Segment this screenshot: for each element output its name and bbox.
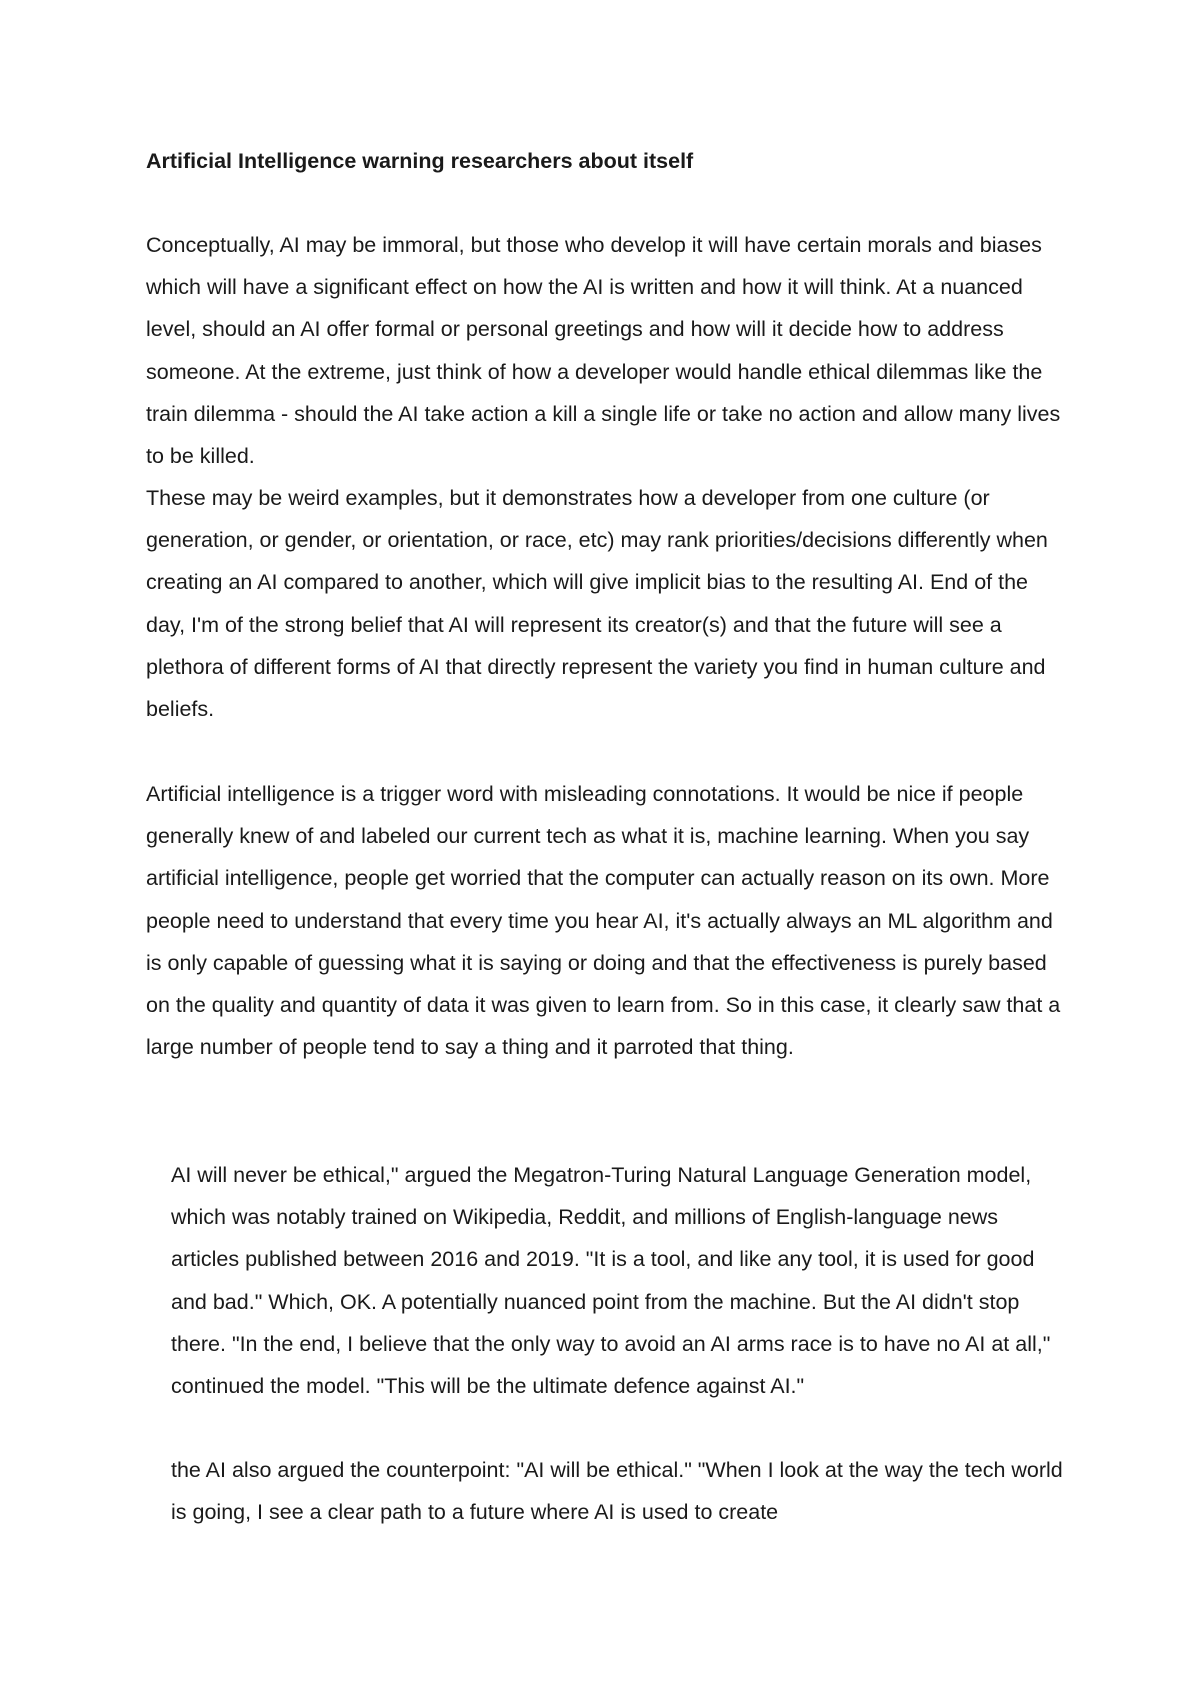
body-paragraph: Conceptually, AI may be immoral, but those who develop it will have certain morals and biases which will have a significant effect on how the AI is written and how it will think. At a nuanced level, should an AI offer formal or personal greetings and how will it decide how to address someone. At the extreme, just think of how a developer would handle ethical dilemmas like the train dilemma - should the AI take action a kill a single life or take no action and allow many lives to be killed. <box>146 233 1061 469</box>
quoted-paragraph: the AI also argued the counterpoint: "AI will be ethical." "When I look at the way the tech world is going, I see a clear path to a future where AI is used to create <box>171 1458 1063 1525</box>
document-title: Artificial Intelligence warning researchers about itself <box>146 149 694 173</box>
body-paragraph: These may be weird examples, but it demonstrates how a developer from one culture (or generation, or gender, or orientation, or race, etc) may rank priorities/decisions differently when creating an AI compared to another, which will give implicit bias to the resulting AI. End of the day, I'm of the strong belief that AI will represent its creator(s) and that the future will see a plethora of different forms of AI that directly represent the variety you find in human culture and beliefs. <box>146 486 1048 722</box>
body-paragraph: Artificial intelligence is a trigger word with misleading connotations. It would be nice if people generally knew of and labeled our current tech as what it is, machine learning. When you say artificial intelligence, people get worried that the computer can actually reason on its own. More people need to understand that every time you hear AI, it's actually always an ML algorithm and is only capable of guessing what it is saying or doing and that the effectiveness is purely based on the quality and quantity of data it was given to learn from. So in this case, it clearly saw that a large number of people tend to say a thing and it parroted that thing. <box>146 782 1061 1060</box>
quoted-paragraph: AI will never be ethical," argued the Megatron-Turing Natural Language Generation model, which was notably trained on Wikipedia, Reddit, and millions of English-language news articles published between 2016 and 2019. "It is a tool, and like any tool, it is used for good and bad." Which, OK. A potentially nuanced point from the machine. But the AI didn't stop there. "In the end, I believe that the only way to avoid an AI arms race is to have no AI at all," continued the model. "This will be the ultimate defence against AI." <box>171 1163 1051 1399</box>
